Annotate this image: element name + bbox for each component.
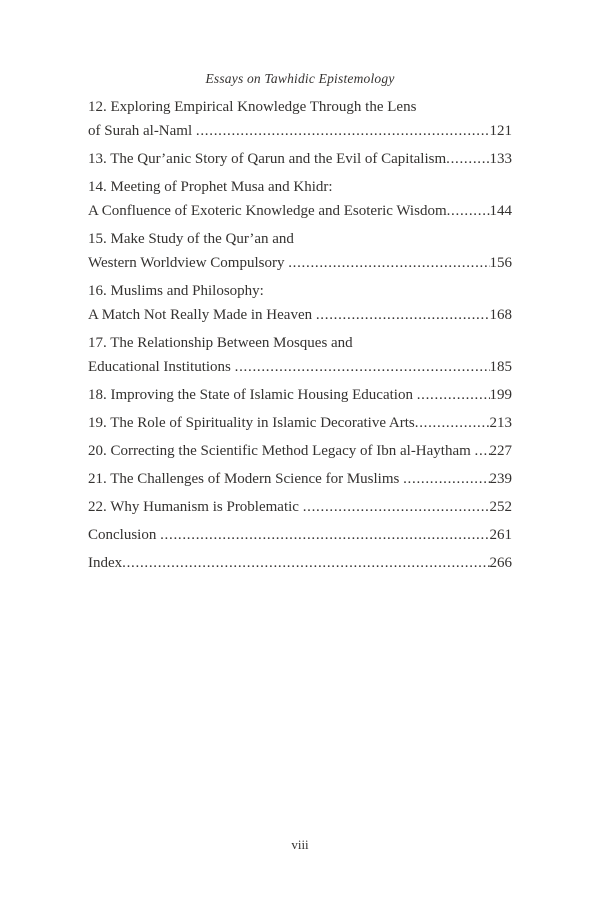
- toc-entry: [88, 279, 512, 327]
- toc-entry-text: Conclusion: [88, 527, 161, 543]
- dot-leader: [447, 199, 490, 223]
- dot-leader: [475, 439, 490, 463]
- toc-entry-line: [88, 303, 512, 327]
- toc-entry: [88, 411, 512, 435]
- toc-entry-line: [88, 147, 512, 171]
- dot-leader: [122, 551, 489, 575]
- toc-entry-text: Index: [88, 555, 123, 571]
- toc-entry: [88, 495, 512, 519]
- toc-entry-text: 20. Correcting the Scientific Method Legacy of Ibn al-Haytham: [88, 443, 475, 459]
- toc-entry-line: [88, 383, 512, 407]
- toc-entry: [88, 439, 512, 463]
- toc-entry: [88, 95, 512, 143]
- toc-entry: [88, 175, 512, 223]
- dot-leader: [288, 251, 489, 275]
- toc-entry-line: [88, 551, 512, 575]
- toc-page-number: 168: [489, 307, 512, 323]
- toc-entry-text: 17. The Relationship Between Mosques and: [88, 335, 353, 351]
- toc-entry-text: 12. Exploring Empirical Knowledge Through the Lens: [88, 99, 417, 115]
- toc-entry-line: [88, 119, 512, 143]
- toc-entry: [88, 147, 512, 171]
- dot-leader: [235, 355, 490, 379]
- toc-page-number: 199: [489, 387, 512, 403]
- toc-page-number: 261: [489, 527, 512, 543]
- toc-entry-text: 15. Make Study of the Qur’an and: [88, 231, 294, 247]
- toc-entry-line: [88, 411, 512, 435]
- dot-leader: [403, 467, 489, 491]
- toc-entry-line: [88, 227, 512, 251]
- dot-leader: [303, 495, 490, 519]
- toc-entry-line: [88, 175, 512, 199]
- toc-page-number: 266: [489, 555, 512, 571]
- toc-entry-text: A Confluence of Exoteric Knowledge and Esoteric Wisdom: [88, 203, 447, 219]
- dot-leader: [446, 147, 489, 171]
- toc-entry-line: [88, 467, 512, 491]
- toc-entry-index: [88, 551, 512, 575]
- toc-entry-line: [88, 439, 512, 463]
- dot-leader: [160, 523, 489, 547]
- toc-page-number: 121: [489, 123, 512, 139]
- toc-entry-line: [88, 199, 512, 223]
- toc-entry: [88, 227, 512, 275]
- toc-entry-line: [88, 523, 512, 547]
- table-of-contents: [88, 95, 512, 579]
- toc-entry-line: [88, 95, 512, 119]
- toc-entry-line: [88, 251, 512, 275]
- toc-page-number: 133: [489, 151, 512, 167]
- toc-entry: [88, 467, 512, 491]
- dot-leader: [417, 383, 490, 407]
- dot-leader: [196, 119, 490, 143]
- toc-entry-text: Western Worldview Compulsory: [88, 255, 289, 271]
- toc-entry-text: 13. The Qur’anic Story of Qarun and the Evil of Capitalism: [88, 151, 447, 167]
- toc-entry-text: 14. Meeting of Prophet Musa and Khidr:: [88, 179, 333, 195]
- toc-entry-line: [88, 279, 512, 303]
- toc-entry-text: of Surah al-Naml: [88, 123, 196, 139]
- toc-entry-text: 19. The Role of Spirituality in Islamic Decorative Arts: [88, 415, 415, 431]
- toc-page-number: 185: [489, 359, 512, 375]
- toc-page-number: 213: [489, 415, 512, 431]
- toc-entry: [88, 331, 512, 379]
- folio-page-number: viii: [291, 837, 309, 852]
- toc-entry-line: [88, 495, 512, 519]
- toc-page-number: 156: [489, 255, 512, 271]
- toc-page-number: 252: [489, 499, 512, 515]
- toc-page-number: 239: [489, 471, 512, 487]
- toc-page-number: 227: [489, 443, 512, 459]
- running-header: Essays on Tawhidic Epistemology: [205, 71, 395, 86]
- toc-entry-line: [88, 331, 512, 355]
- toc-entry-conclusion: [88, 523, 512, 547]
- toc-entry-text: 22. Why Humanism is Problematic: [88, 499, 303, 515]
- toc-entry-text: 21. The Challenges of Modern Science for Muslims: [88, 471, 404, 487]
- toc-entry-text: 16. Muslims and Philosophy:: [88, 283, 264, 299]
- toc-entry-text: 18. Improving the State of Islamic Housing Education: [88, 387, 417, 403]
- dot-leader: [415, 411, 490, 435]
- toc-entry-text: A Match Not Really Made in Heaven: [88, 307, 316, 323]
- toc-entry: [88, 383, 512, 407]
- dot-leader: [316, 303, 490, 327]
- toc-entry-text: Educational Institutions: [88, 359, 235, 375]
- toc-page-number: 144: [489, 203, 512, 219]
- toc-entry-line: [88, 355, 512, 379]
